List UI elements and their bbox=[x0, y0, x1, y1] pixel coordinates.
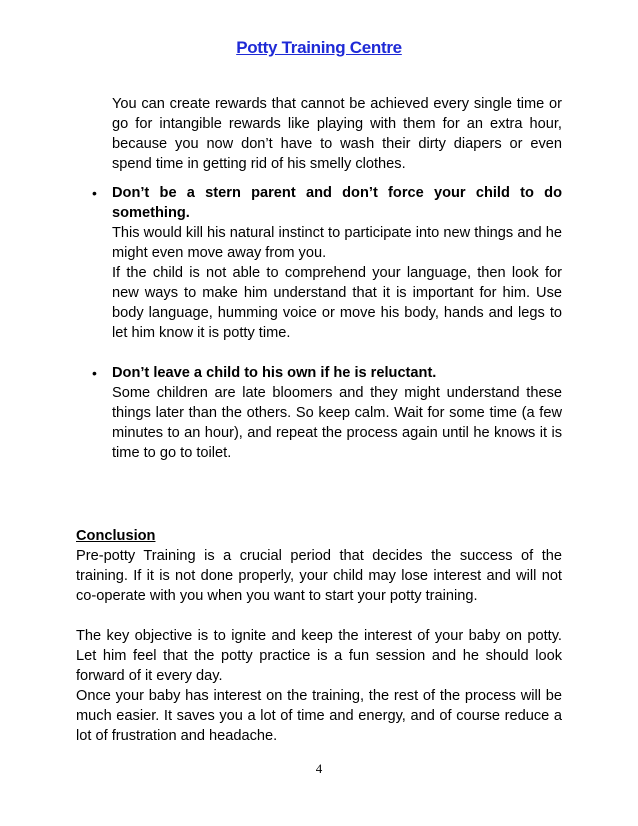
bullet-1-heading: Don’t be a stern parent and don’t force your child to do something. bbox=[112, 185, 562, 221]
conclusion-paragraph-3: Once your baby has interest on the training, the rest of the process will be much easier. It saves you a lot of time and energy, and of course reduce a lot of frustration and headache. bbox=[76, 688, 562, 744]
conclusion-section bbox=[76, 526, 562, 606]
conclusion-heading: Conclusion bbox=[76, 528, 156, 544]
conclusion-paragraph-1: Pre-potty Training is a crucial period that decides the success of the training. If it is not done properly, your child may lose interest and will not co-operate with you when you want to start your potty training. bbox=[76, 548, 562, 604]
page-number: 4 bbox=[315, 761, 323, 776]
bullet-2-heading: Don’t leave a child to his own if he is reluctant. bbox=[112, 365, 437, 381]
intro-paragraph: You can create rewards that cannot be achieved every single time or go for intangible rewards like playing with them for an extra hour, because you now don’t have to wash their dirty diapers or even spend time in getting rid of his smelly clothes. bbox=[112, 96, 562, 172]
bullet-1-paragraph-1: This would kill his natural instinct to participate into new things and he might even move away from you. bbox=[112, 225, 562, 261]
bullet-2-marker: • bbox=[92, 365, 97, 381]
bullet-1-paragraph-2: If the child is not able to comprehend your language, then look for new ways to make him understand that it is important for him. Use body language, humming voice or move his body, hands and legs to let him know it is potty time. bbox=[112, 265, 562, 341]
conclusion-paragraph-2: The key objective is to ignite and keep the interest of your baby on potty. Let him feel that the potty practice is a fun session and he should look forward of it every day. bbox=[76, 628, 562, 684]
bullet-2 bbox=[112, 363, 562, 463]
bullet-1 bbox=[112, 183, 562, 263]
bullet-2-paragraph-1: Some children are late bloomers and they might understand these things later than the others. So keep calm. Wait for some time (a few minutes to an hour), and repeat the process again until he knows it is time to go to toilet. bbox=[112, 385, 562, 461]
bullet-1-marker: • bbox=[92, 185, 97, 201]
page-title: Potty Training Centre bbox=[236, 38, 402, 57]
